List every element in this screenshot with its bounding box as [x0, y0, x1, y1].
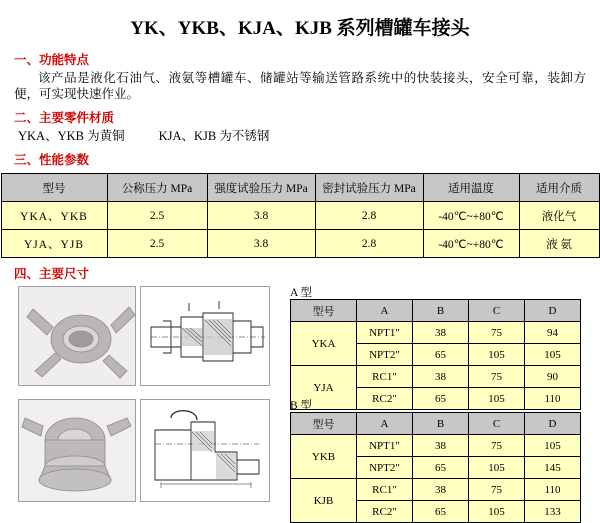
cell-a: RC2"	[357, 388, 413, 410]
section-heading-dimensions: 四、主要尺寸	[14, 267, 90, 281]
cell-c: 75	[469, 435, 525, 457]
cell-b: 38	[413, 322, 469, 344]
col-header-a: A	[357, 413, 413, 435]
col-header-seal-test-pressure: 密封试验压力 MPa	[315, 174, 423, 202]
col-header-model: 型号	[291, 413, 357, 435]
performance-table	[1, 173, 600, 258]
cell-model: YJA、YJB	[1, 230, 107, 258]
cell-strength-test-pressure: 3.8	[207, 202, 315, 230]
cell-a: NPT2"	[357, 457, 413, 479]
table-header-row	[291, 300, 581, 322]
photo-type-a	[18, 286, 136, 386]
section-heading-features: 一、功能特点	[14, 53, 90, 67]
dimension-table-a	[290, 299, 581, 410]
cell-c: 75	[469, 479, 525, 501]
col-header-temperature: 适用温度	[423, 174, 519, 202]
page-title: YK、YKB、KJA、KJB 系列槽罐车接头	[130, 18, 470, 39]
cell-b: 38	[413, 366, 469, 388]
section-heading-performance: 三、性能参数	[14, 153, 90, 167]
cell-a: NPT2"	[357, 344, 413, 366]
material-steel-text: KJA、KJB 为不锈钢	[158, 129, 270, 143]
cell-seal-test-pressure: 2.8	[315, 230, 423, 258]
cell-nominal-pressure: 2.5	[107, 202, 207, 230]
col-header-model: 型号	[1, 174, 107, 202]
cell-c: 105	[469, 344, 525, 366]
cell-strength-test-pressure: 3.8	[207, 230, 315, 258]
cell-b: 38	[413, 435, 469, 457]
cell-d: 105	[525, 344, 581, 366]
material-brass-text: YKA、YKB 为黄铜	[18, 129, 125, 143]
cell-d: 110	[525, 479, 581, 501]
cell-a: RC2"	[357, 501, 413, 523]
cell-b: 38	[413, 479, 469, 501]
cell-d: 90	[525, 366, 581, 388]
cell-model: YKA、YKB	[1, 202, 107, 230]
cell-a: RC1"	[357, 479, 413, 501]
table-row	[291, 322, 581, 344]
col-header-d: D	[525, 413, 581, 435]
cell-d: 133	[525, 501, 581, 523]
cell-d: 145	[525, 457, 581, 479]
cell-c: 75	[469, 366, 525, 388]
col-header-model: 型号	[291, 300, 357, 322]
col-header-d: D	[525, 300, 581, 322]
label-type-a: A 型	[290, 287, 313, 299]
col-header-a: A	[357, 300, 413, 322]
cell-seal-test-pressure: 2.8	[315, 202, 423, 230]
col-header-b: B	[413, 300, 469, 322]
section-heading-materials: 二、主要零件材质	[14, 111, 115, 125]
cell-d: 110	[525, 388, 581, 410]
label-type-b: B 型	[290, 400, 313, 412]
dimension-table-b	[290, 412, 581, 523]
cell-a: NPT1"	[357, 435, 413, 457]
cell-temperature: -40℃~+80℃	[423, 230, 519, 258]
table-row	[1, 230, 599, 258]
cell-d: 105	[525, 435, 581, 457]
cell-b: 65	[413, 501, 469, 523]
cell-c: 75	[469, 322, 525, 344]
cell-temperature: -40℃~+80℃	[423, 202, 519, 230]
col-header-b: B	[413, 413, 469, 435]
cell-model-group: KJB	[291, 479, 357, 523]
cell-nominal-pressure: 2.5	[107, 230, 207, 258]
table-row	[291, 435, 581, 457]
col-header-strength-test-pressure: 强度试验压力 MPa	[207, 174, 315, 202]
col-header-nominal-pressure: 公称压力 MPa	[107, 174, 207, 202]
table-row	[291, 479, 581, 501]
cell-model-group: YKA	[291, 322, 357, 366]
cell-b: 65	[413, 457, 469, 479]
table-row	[1, 202, 599, 230]
cell-c: 105	[469, 457, 525, 479]
table-row	[291, 366, 581, 388]
col-header-c: C	[469, 300, 525, 322]
cell-medium: 液化气	[519, 202, 599, 230]
drawing-type-b	[140, 399, 270, 502]
cell-medium: 液 氨	[519, 230, 599, 258]
cell-c: 105	[469, 501, 525, 523]
photo-type-b	[18, 399, 136, 502]
table-header-row	[291, 413, 581, 435]
table-header-row	[1, 174, 599, 202]
cell-b: 65	[413, 388, 469, 410]
cell-a: NPT1"	[357, 322, 413, 344]
col-header-c: C	[469, 413, 525, 435]
cell-model-group: YKB	[291, 435, 357, 479]
dimensions-area	[0, 286, 600, 518]
cell-d: 94	[525, 322, 581, 344]
section-body-features: 该产品是液化石油气、液氨等槽罐车、储罐站等输送管路系统中的快装接头，安全可靠，装卸方便，可实现快速作业。	[14, 71, 586, 101]
cell-model-group: YJA	[291, 366, 357, 410]
col-header-medium: 适用介质	[519, 174, 599, 202]
cell-b: 65	[413, 344, 469, 366]
cell-c: 105	[469, 388, 525, 410]
drawing-type-a	[140, 286, 270, 386]
section-body-materials	[18, 128, 586, 144]
cell-a: RC1"	[357, 366, 413, 388]
